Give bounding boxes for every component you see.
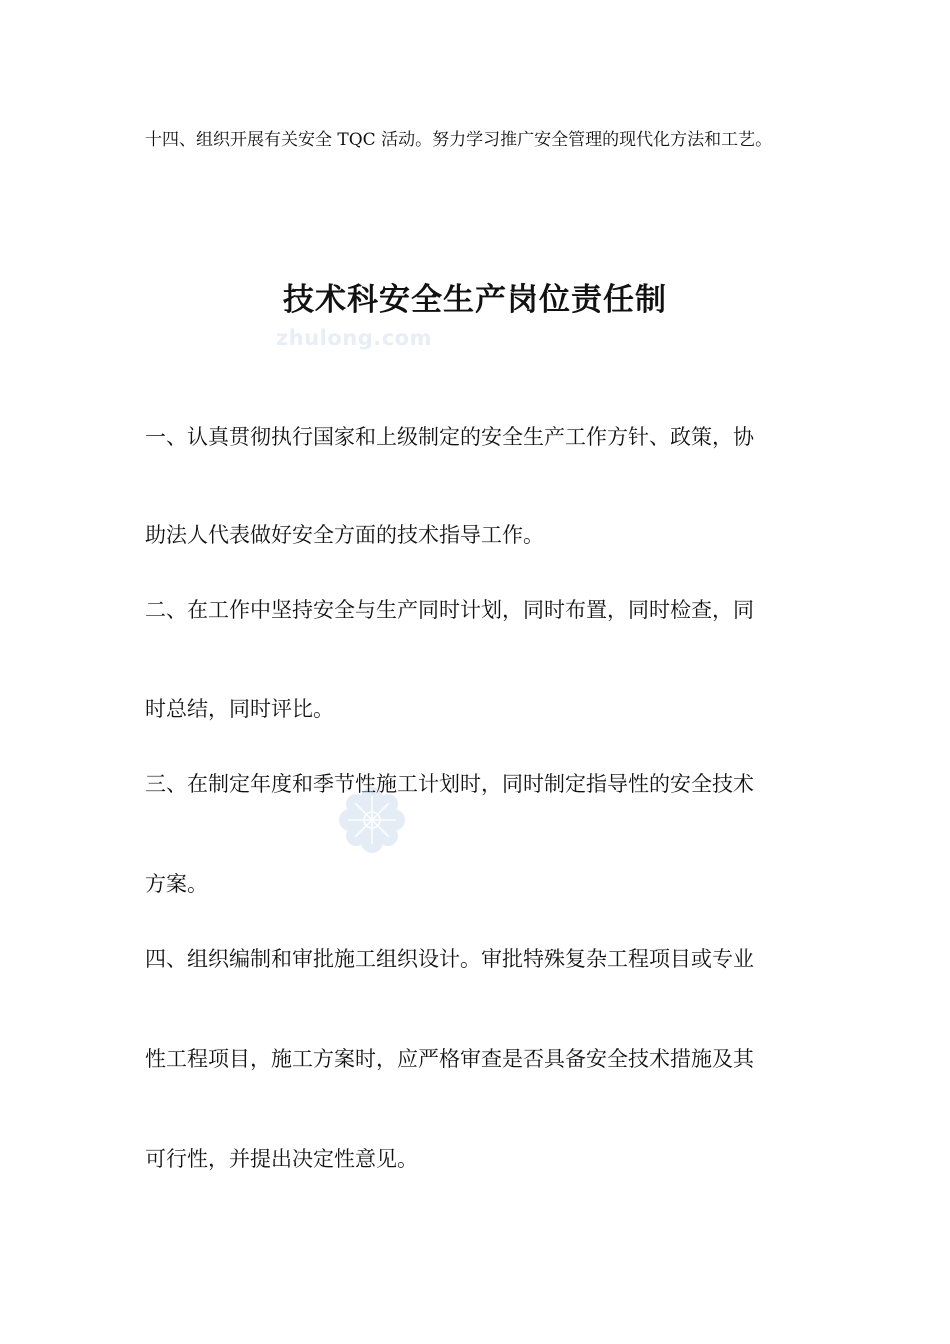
intro-paragraph: 十四、组织开展有关安全 TQC 活动。努力学习推广安全管理的现代化方法和工艺。 [145,130,773,150]
text-line: 三、在制定年度和季节性施工计划时，同时制定指导性的安全技术 [145,772,754,796]
document-title: 技术科安全生产岗位责任制 [283,282,667,318]
text-line: 性工程项目，施工方案时，应严格审查是否具备安全技术措施及其 [145,1047,754,1071]
text-line: 二、在工作中坚持安全与生产同时计划，同时布置，同时检查，同 [145,598,754,622]
text-line: 助法人代表做好安全方面的技术指导工作。 [145,523,544,547]
text-line: 一、认真贯彻执行国家和上级制定的安全生产工作方针、政策，协 [145,425,754,449]
text-line: 可行性，并提出决定性意见。 [145,1147,418,1171]
watermark-text: zhulong.com [276,326,432,350]
text-line: 四、组织编制和审批施工组织设计。审批特殊复杂工程项目或专业 [145,947,754,971]
text-line: 时总结，同时评比。 [145,697,334,721]
text-line: 方案。 [145,872,208,896]
